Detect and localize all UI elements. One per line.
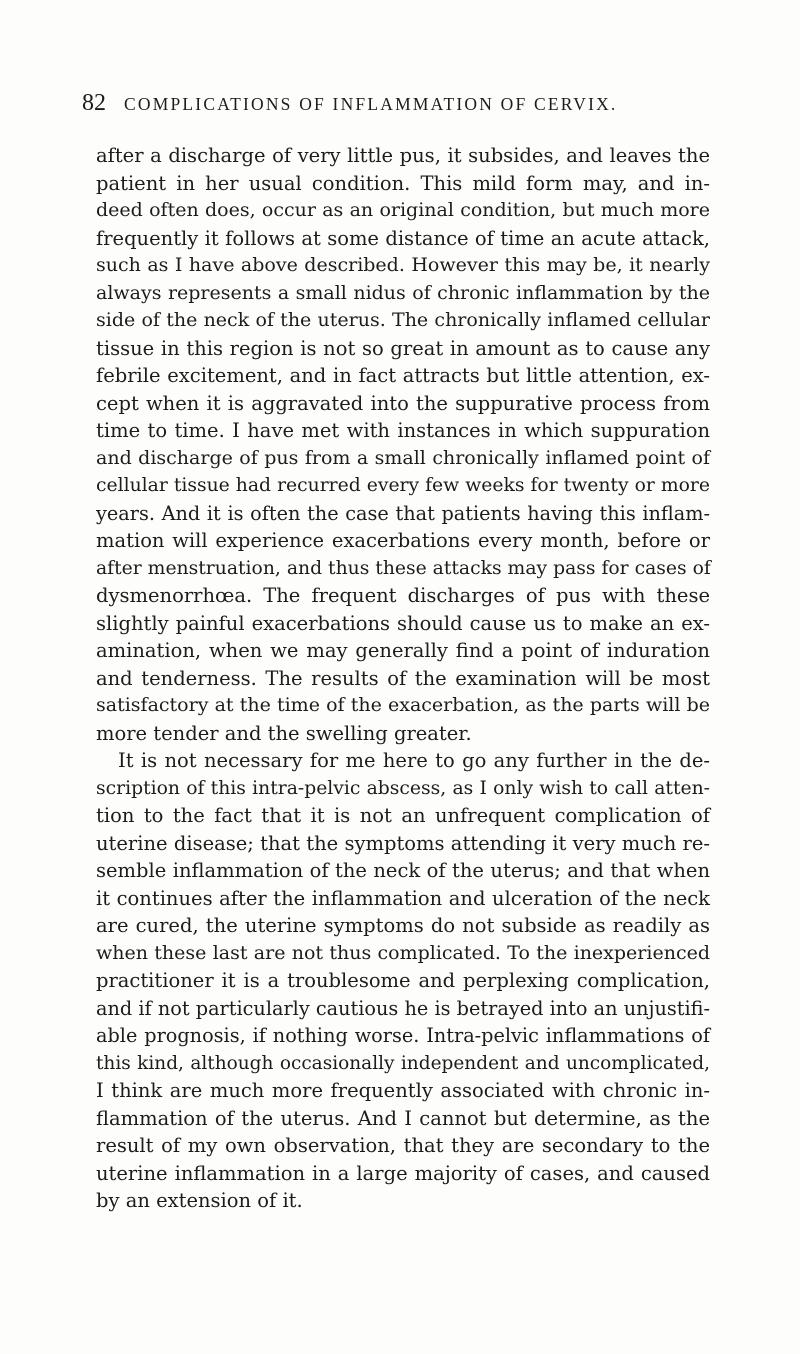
chapter-title: COMPLICATIONS OF INFLAMMATION OF CERVIX. (124, 94, 618, 114)
text-line: cellular tissue had recurred every few weeks for twenty or more (96, 475, 710, 496)
page-number: 82 (82, 90, 106, 116)
text-line: side of the neck of the uterus. The chronically inflamed cellular (96, 309, 710, 331)
text-line: it continues after the inflammation and ulceration of the neck (96, 886, 710, 910)
text-line: tissue in this region is not so great in amount as to cause any (96, 336, 710, 360)
text-line: It is not necessary for me here to go any further in the de- (118, 749, 710, 772)
text-line: satisfactory at the time of the exacerbation, as the parts will be (96, 694, 710, 716)
text-line: years. And it is often the case that patients having this inflam- (96, 501, 710, 525)
text-line: result of my own observation, that they are secondary to the (96, 1134, 710, 1157)
text-line: patient in her usual condition. This mild form may, and in- (96, 171, 710, 195)
text-line: I think are much more frequently associated with chronic in- (96, 1079, 710, 1102)
text-line: this kind, although occasionally independent and uncomplicated, (96, 1052, 710, 1074)
text-line: and tenderness. The results of the examination will be most (96, 666, 710, 690)
text-line: tion to the fact that it is not an unfrequent complication of (96, 804, 710, 827)
text-line: febrile excitement, and in fact attracts but little attention, ex- (96, 364, 710, 387)
text-line: and discharge of pus from a small chronically inflamed point of (96, 446, 710, 469)
text-line: cept when it is aggravated into the suppurative process from (96, 391, 710, 415)
text-line: able prognosis, if nothing worse. Intra-pelvic inflammations of (96, 1024, 710, 1047)
running-head (82, 88, 722, 118)
text-line: deed often does, occur as an original condition, but much more (96, 199, 710, 221)
text-line: uterine disease; that the symptoms attending it very much re- (96, 831, 710, 855)
paragraph-end-line: more tender and the swelling greater. (96, 721, 472, 745)
text-line: semble inflammation of the neck of the uterus; and that when (96, 859, 710, 882)
text-line: scription of this intra-pelvic abscess, as I only wish to call atten- (96, 777, 710, 799)
text-line: frequently it follows at some distance of time an acute attack, (96, 226, 710, 250)
text-line: and if not particularly cautious he is betrayed into an unjustifi- (96, 996, 710, 1020)
text-line: flammation of the uterus. And I cannot but determine, as the (96, 1106, 710, 1130)
paragraph-end-line: by an extension of it. (96, 1189, 303, 1212)
body-text (96, 142, 710, 1215)
text-line: after a discharge of very little pus, it subsides, and leaves the (96, 144, 710, 167)
text-line: always represents a small nidus of chronic inflammation by the (96, 281, 710, 304)
text-line: slightly painful exacerbations should cause us to make an ex- (96, 611, 710, 635)
text-line: are cured, the uterine symptoms do not subside as readily as (96, 914, 710, 937)
text-line: after menstruation, and thus these attacks may pass for cases of (96, 557, 711, 579)
text-line: mation will experience exacerbations every month, before or (96, 529, 710, 552)
text-line: such as I have above described. However this may be, it nearly (96, 254, 710, 276)
text-line: practitioner it is a troublesome and perplexing complication, (96, 969, 710, 992)
text-line: uterine inflammation in a large majority of cases, and caused (96, 1161, 710, 1185)
text-line: dysmenorrhœa. The frequent discharges of pus with these (96, 584, 710, 607)
text-line: amination, when we may generally find a point of induration (96, 639, 710, 662)
text-line: when these last are not thus complicated. To the inexperienced (96, 941, 710, 964)
text-line: time to time. I have met with instances in which suppuration (96, 419, 710, 442)
